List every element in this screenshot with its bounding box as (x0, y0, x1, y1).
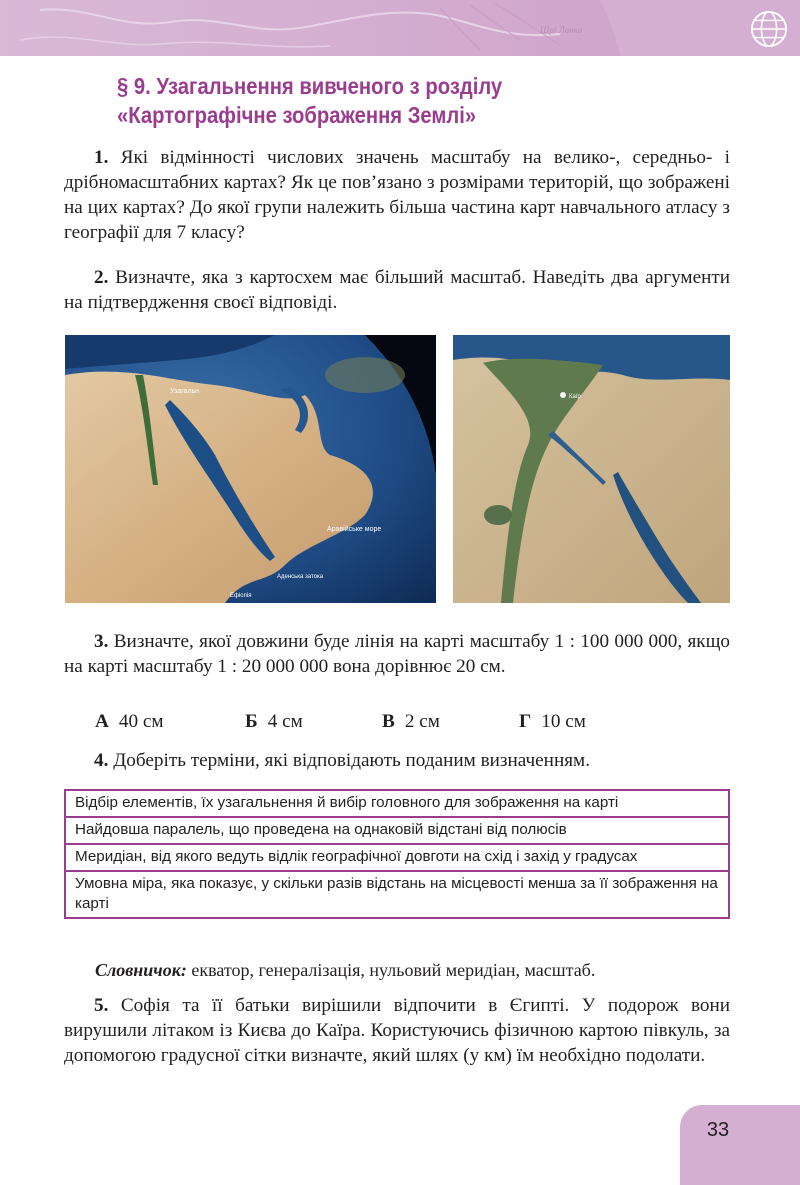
answer-option-d[interactable] (519, 709, 586, 734)
page-number-tab (680, 1105, 800, 1185)
answer-value: 4 см (267, 711, 303, 732)
question-5-text: Софія та її батьки вирішили відпочити в Єгипті. У подорож вони вирушили літаком із Києва до Каїра. Користуючись фізичною картою півкуль, за допомогою градусної сітки визначте, який шлях (у км) їм необхідно подолати. (64, 995, 731, 1066)
answer-letter: А (95, 711, 109, 732)
page-number: 33 (706, 1119, 730, 1141)
satellite-map-egypt (453, 335, 730, 603)
map-label: Каїр (569, 394, 581, 400)
section-title-line1: § 9. Узагальнення вивченого з розділу (117, 73, 503, 99)
definition-row: Меридіан, від якого ведуть відлік географічної довготи на схід і захід у градусах (66, 845, 728, 872)
answer-option-c[interactable] (382, 709, 440, 734)
question-5-number: 5. (94, 995, 109, 1016)
answer-letter: Г (519, 711, 532, 732)
answer-letter: В (382, 711, 395, 732)
question-1-number: 1. (94, 147, 109, 168)
question-3-text: Визначте, якої довжини буде лінія на карті масштабу 1 : 100 000 000, якщо на карті масштабу 1 : 20 000 000 вона дорівнює 20 см. (64, 631, 730, 677)
answer-value: 10 см (541, 711, 586, 732)
question-3-number: 3. (94, 631, 109, 652)
satellite-map-arabia (65, 335, 436, 603)
satellite-map-egypt-image (453, 335, 730, 603)
map-label: Ефіопія (230, 593, 252, 599)
map-label: Аденська затока (277, 574, 324, 580)
section-title (117, 72, 680, 130)
answer-value: 40 см (118, 711, 164, 732)
question-5 (64, 993, 730, 1068)
globe-icon (750, 10, 788, 48)
header-map-decoration (0, 0, 620, 56)
question-2 (64, 265, 730, 315)
question-2-number: 2. (94, 267, 109, 288)
definition-row: Найдовша паралель, що проведена на однаковій відстані від полюсів (66, 818, 728, 845)
answer-letter: Б (245, 711, 258, 732)
question-3 (64, 629, 730, 679)
map-label: Аравійське море (327, 526, 382, 533)
question-4-number: 4. (94, 750, 109, 771)
satellite-map-arabia-image (65, 335, 436, 603)
glossary (95, 958, 595, 982)
question-1-text: Які відмінності числових значень масштабу на велико-, середньо- і дрібномасштабних картах? Як це пов’язано з розмірами територій, що зображені на цих картах? До якої групи належить більша частина карт навчального атласу з географії для 7 класу? (64, 147, 730, 243)
glossary-terms: екватор, генералізація, нульовий меридіан, масштаб. (191, 960, 596, 980)
header-map-label: Шрі Ланка (540, 25, 583, 35)
question-1 (64, 145, 730, 245)
section-title-line2: «Картографічне зображення Землі» (117, 102, 477, 128)
answer-value: 2 см (404, 711, 440, 732)
definition-row: Умовна міра, яка показує, у скільки разів відстань на місцевості менша за її зображення на карті (75, 875, 718, 912)
answer-option-a[interactable] (95, 709, 164, 734)
question-4-text: Доберіть терміни, які відповідають поданим визначенням. (113, 750, 590, 771)
definition-row: Відбір елементів, їх узагальнення й вибір головного для зображення на карті (66, 791, 728, 818)
definitions-table (64, 789, 730, 919)
answer-option-b[interactable] (245, 709, 303, 734)
glossary-label: Словничок: (95, 960, 187, 980)
question-2-text: Визначте, яка з картосхем має більший масштаб. Наведіть два аргументи на підтвердження своєї відповіді. (64, 267, 731, 313)
map-label: Узагальн (170, 388, 200, 395)
question-4 (64, 748, 730, 773)
